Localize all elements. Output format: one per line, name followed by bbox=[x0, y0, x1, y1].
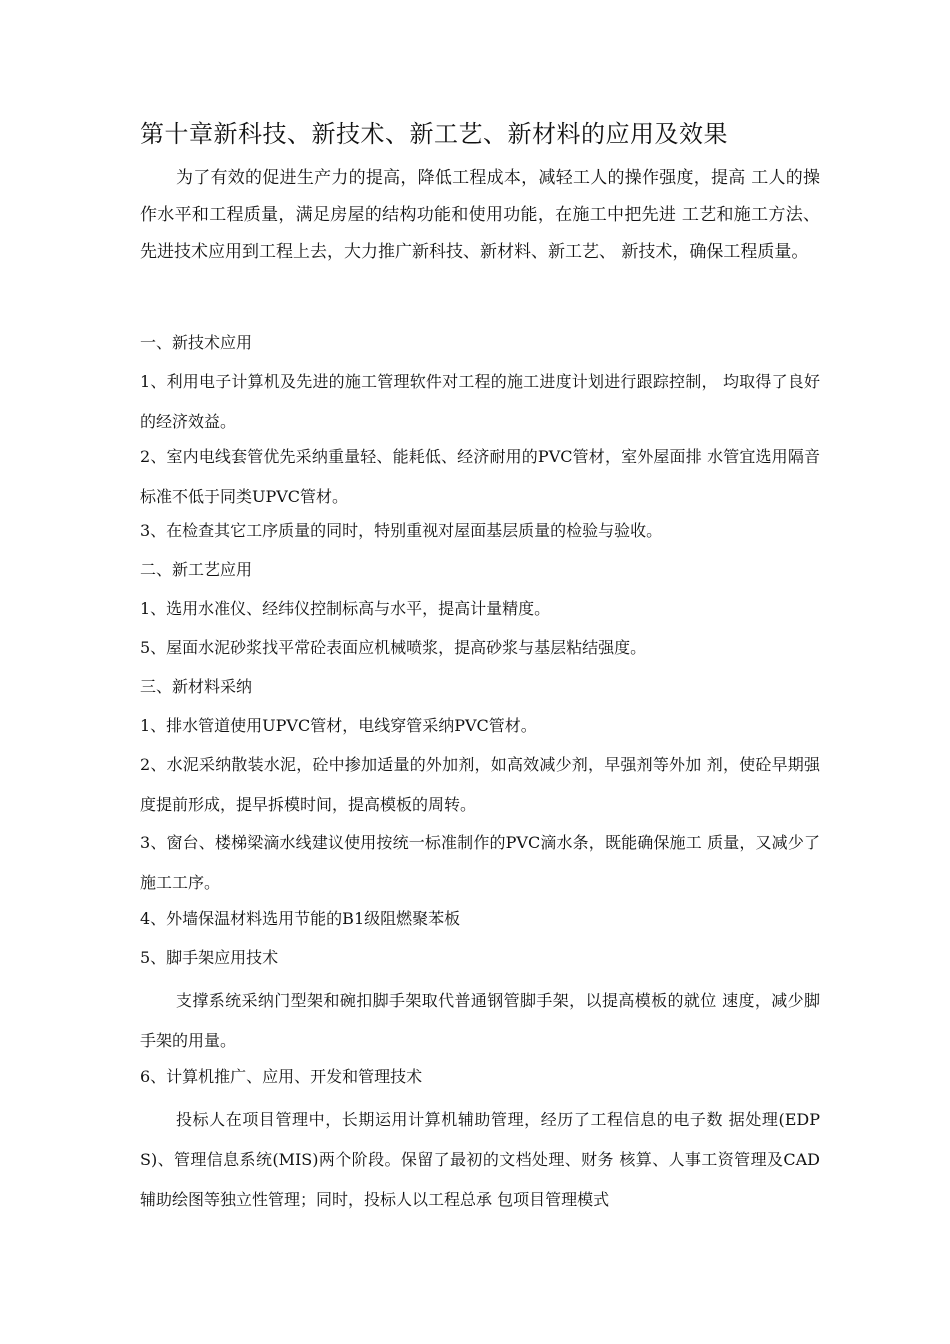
section3-item-6-body: 投标人在项目管理中，长期运用计算机辅助管理，经历了工程信息的电子数 据处理(EDPS)、管理信息系统(MIS)两个阶段。保留了最初的文档处理、财务 核算、人事工资管理及CAD辅助绘图等独立性管理；同时，投标人以工程总承 包项目管理模式 bbox=[140, 1110, 820, 1209]
chapter-title: 第十章新科技、新技术、新工艺、新材料的应用及效果 bbox=[140, 120, 728, 148]
section-heading-new-technology: 一、新技术应用 bbox=[140, 333, 253, 352]
section1-item-3: 3、在检查其它工序质量的同时，特别重视对屋面基层质量的检验与验收。 bbox=[140, 521, 663, 540]
section-heading-new-process: 二、新工艺应用 bbox=[140, 560, 253, 579]
section3-item-2: 2、水泥采纳散装水泥，砼中掺加适量的外加剂，如高效减少剂，早强剂等外加 剂，使砼早期强度提前形成，提早拆模时间，提高模板的周转。 bbox=[140, 755, 820, 814]
section1-item-2: 2、室内电线套管优先采纳重量轻、能耗低、经济耐用的PVC管材，室外屋面排 水管宜选用隔音标准不低于同类UPVC管材。 bbox=[140, 447, 820, 506]
intro-paragraph: 为了有效的促进生产力的提高，降低工程成本，减轻工人的操作强度，提高 工人的操作水平和工程质量，满足房屋的结构功能和使用功能，在施工中把先进 工艺和施工方法、先进技术应用到工程上去，大力推广新科技、新材料、新工艺、 新技术，确保工程质量。 bbox=[140, 168, 820, 262]
section3-item-5-body: 支撑系统采纳门型架和碗扣脚手架取代普通钢管脚手架，以提高模板的就位 速度，减少脚手架的用量。 bbox=[140, 991, 820, 1050]
section1-item-1: 1、利用电子计算机及先进的施工管理软件对工程的施工进度计划进行跟踪控制， 均取得了良好的经济效益。 bbox=[140, 372, 820, 431]
section3-item-4: 4、外墙保温材料选用节能的B1级阻燃聚苯板 bbox=[140, 909, 461, 928]
section-heading-new-materials: 三、新材料采纳 bbox=[140, 677, 253, 696]
section2-item-5: 5、屋面水泥砂浆找平常砼表面应机械喷浆，提高砂浆与基层粘结强度。 bbox=[140, 638, 647, 657]
section3-item-1: 1、排水管道使用UPVC管材，电线穿管采纳PVC管材。 bbox=[140, 716, 537, 735]
section3-item-6: 6、计算机推广、应用、开发和管理技术 bbox=[140, 1067, 423, 1086]
section3-item-5: 5、脚手架应用技术 bbox=[140, 948, 279, 967]
section2-item-1: 1、选用水准仪、经纬仪控制标高与水平，提高计量精度。 bbox=[140, 599, 551, 618]
section3-item-3: 3、窗台、楼梯梁滴水线建议使用按统一标准制作的PVC滴水条，既能确保施工 质量，又减少了施工工序。 bbox=[140, 833, 820, 892]
